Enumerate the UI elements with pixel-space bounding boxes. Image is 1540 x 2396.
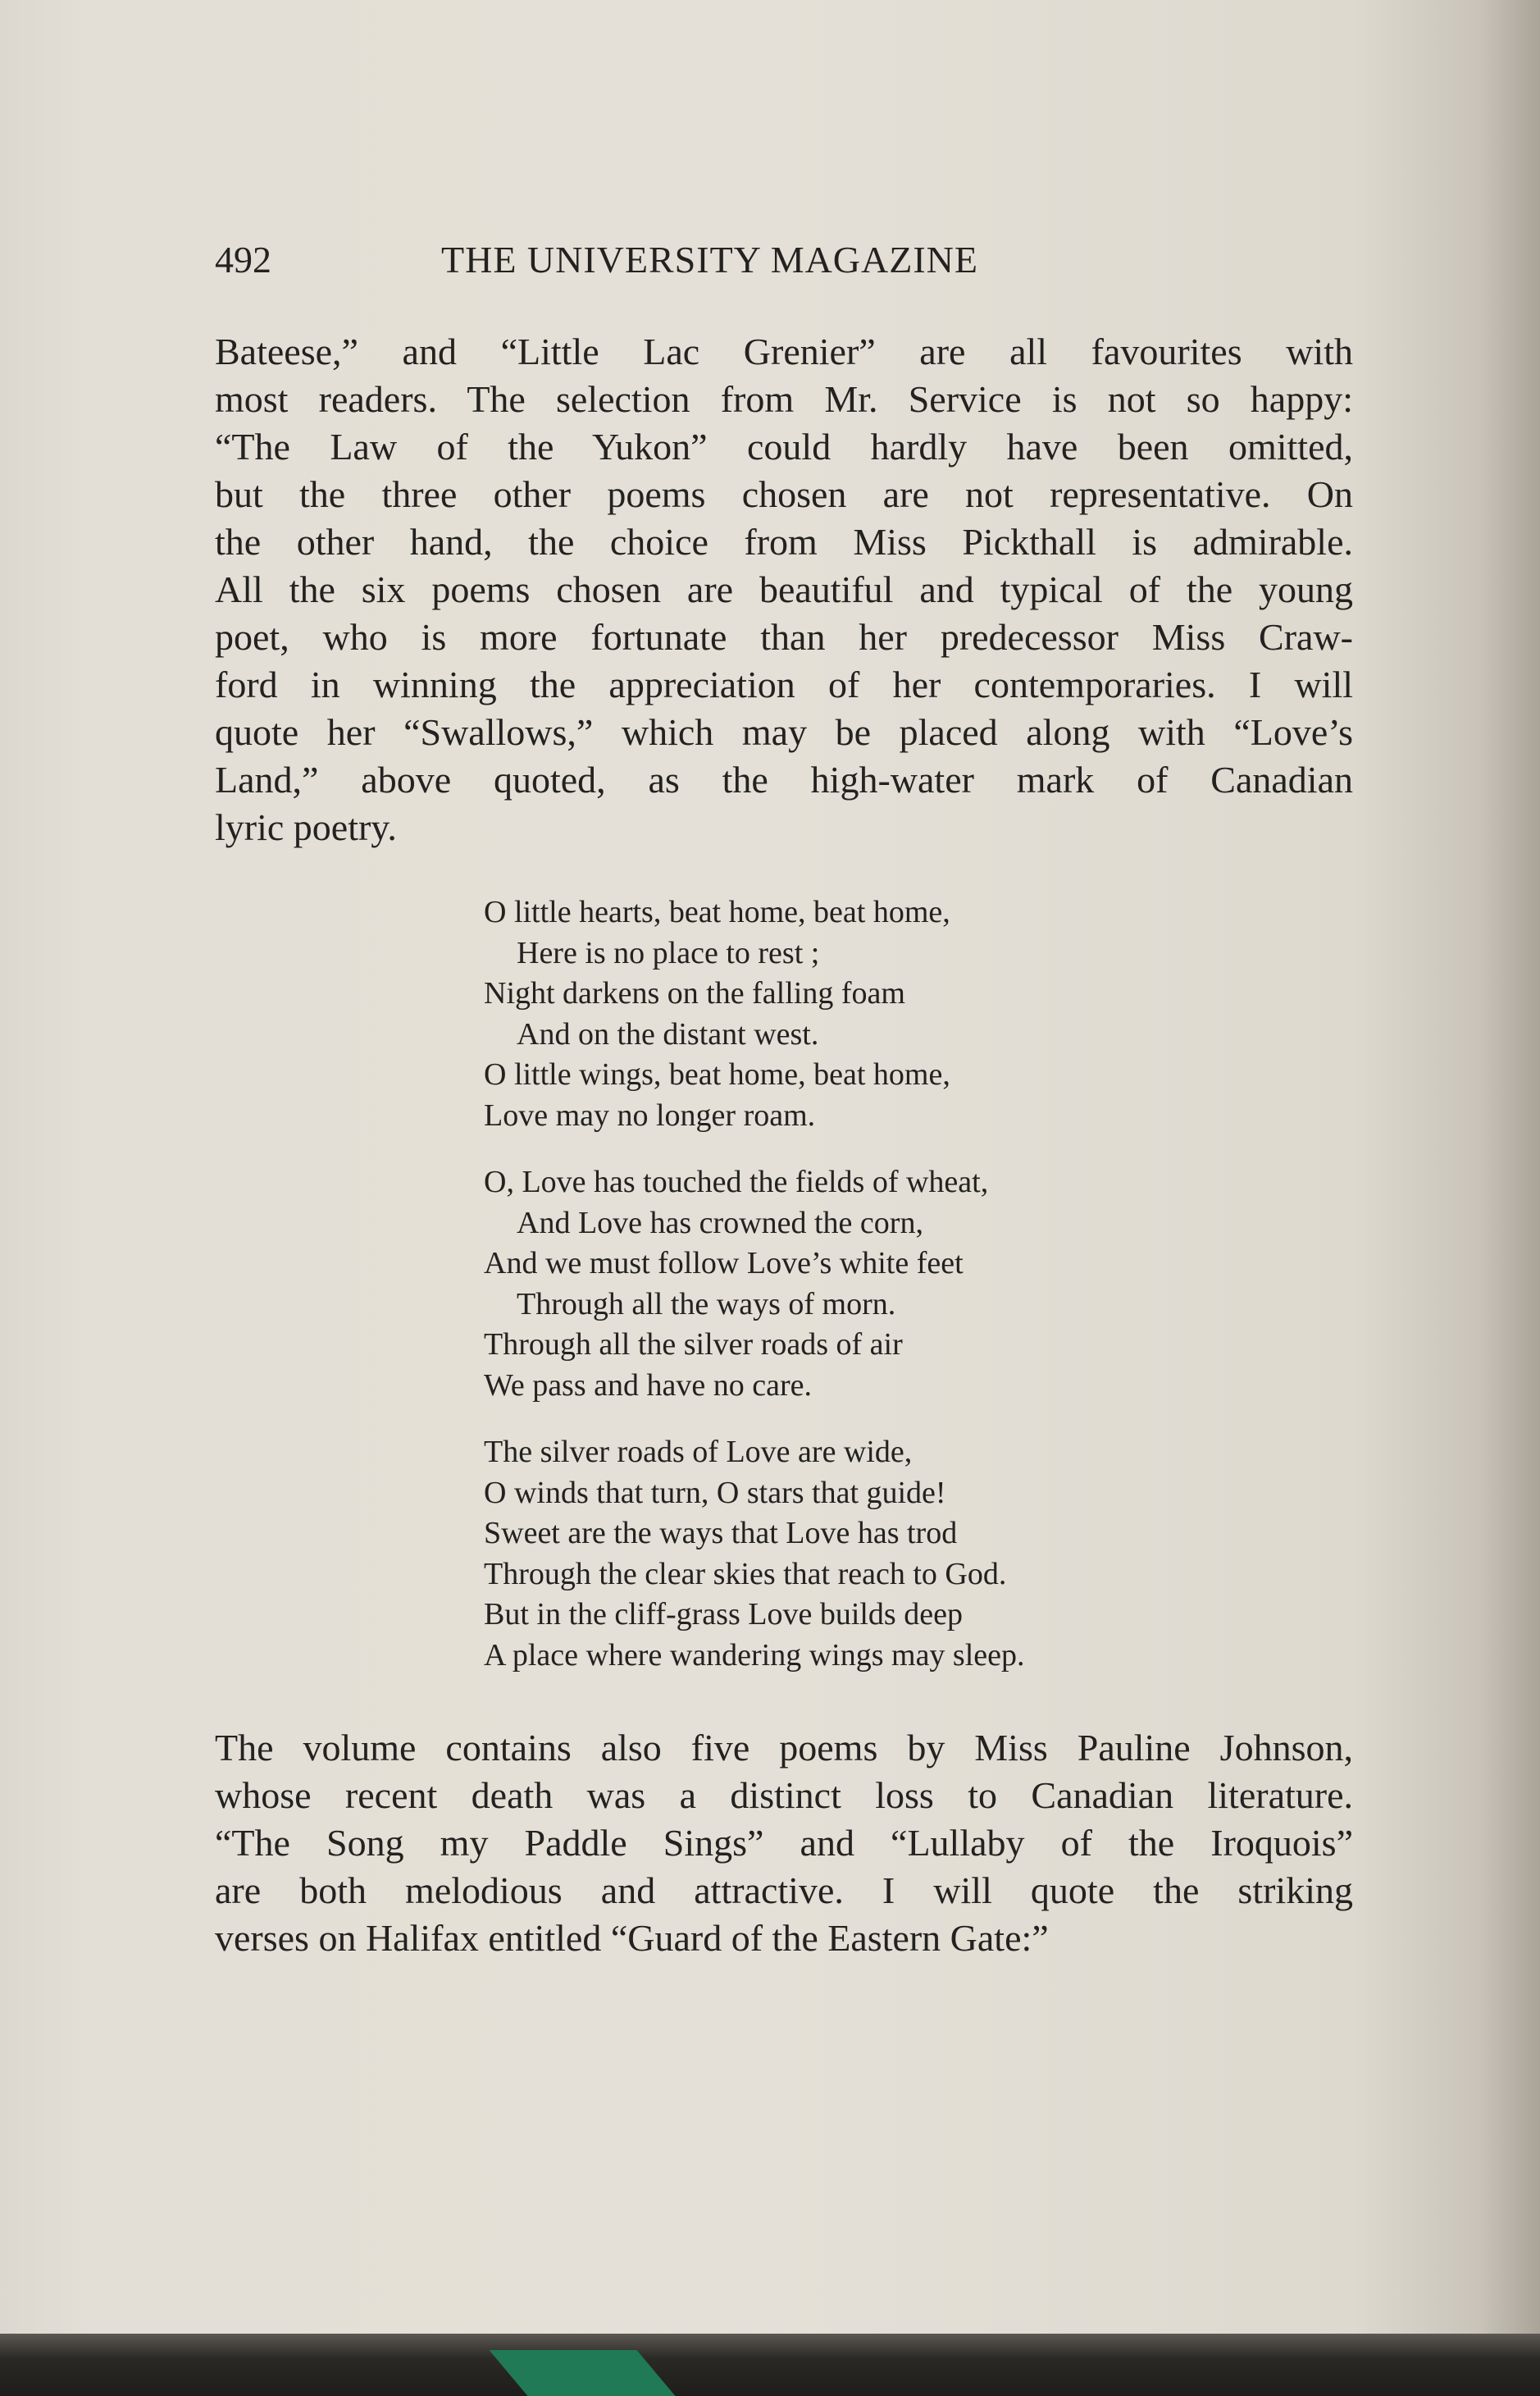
book-bottom-edge bbox=[0, 2334, 1540, 2396]
verse-line: But in the cliff-grass Love builds deep bbox=[484, 1597, 963, 1632]
text-line: most readers. The selection from Mr. Service is not so happy: bbox=[215, 378, 1353, 420]
text-line: the other hand, the choice from Miss Pickthall is admirable. bbox=[215, 521, 1353, 563]
verse-line: Through the clear skies that reach to God. bbox=[484, 1556, 1007, 1591]
text-line: are both melodious and attractive. I will quote the striking bbox=[215, 1869, 1353, 1911]
verse-line: Love may no longer roam. bbox=[484, 1098, 816, 1133]
verse-line: A place where wandering wings may sleep. bbox=[484, 1637, 1025, 1673]
text-line: The volume contains also five poems by Miss Pauline Johnson, bbox=[215, 1727, 1353, 1768]
paragraph-johnson bbox=[215, 1724, 1353, 1962]
verse-line: O, Love has touched the fields of wheat, bbox=[484, 1165, 989, 1199]
page-number: 492 bbox=[215, 239, 271, 281]
text-line: “The Song my Paddle Sings” and “Lullaby of the Iroquois” bbox=[215, 1822, 1353, 1864]
text-line: Bateese,” and “Little Lac Grenier” are all favourites with bbox=[215, 331, 1353, 372]
page-header bbox=[215, 238, 1363, 287]
verse-line: O winds that turn, O stars that guide! bbox=[484, 1475, 946, 1510]
verse-line: Through all the silver roads of air bbox=[484, 1327, 903, 1362]
text-line: “The Law of the Yukon” could hardly have been omitted, bbox=[215, 426, 1353, 468]
text-line: poet, who is more fortunate than her predecessor Miss Craw- bbox=[215, 616, 1353, 658]
verse-line: Through all the ways of morn. bbox=[517, 1286, 896, 1321]
text-line: Land,” above quoted, as the high-water mark of Canadian bbox=[215, 759, 1353, 801]
poem-stanza-3 bbox=[484, 1432, 1222, 1676]
verse-line: O little wings, beat home, beat home, bbox=[484, 1057, 950, 1092]
verse-line: Night darkens on the falling foam bbox=[484, 976, 905, 1011]
verse-line: Sweet are the ways that Love has trod bbox=[484, 1516, 958, 1550]
paragraph-intro bbox=[215, 328, 1353, 851]
text-line: quote her “Swallows,” which may be placed along with “Love’s bbox=[215, 711, 1353, 753]
poem-stanza-1 bbox=[484, 892, 1222, 1136]
verse-line: Here is no place to rest ; bbox=[517, 935, 820, 970]
verse-line: And on the distant west. bbox=[517, 1016, 819, 1052]
verse-line: And we must follow Love’s white feet bbox=[484, 1246, 964, 1280]
text-line: whose recent death was a distinct loss to Canadian literature. bbox=[215, 1774, 1353, 1816]
text-line: ford in winning the appreciation of her contemporaries. I will bbox=[215, 664, 1353, 705]
text-line: verses on Halifax entitled “Guard of the Eastern Gate:” bbox=[215, 1917, 1049, 1959]
running-title: THE UNIVERSITY MAGAZINE bbox=[441, 239, 978, 281]
poem-stanza-2 bbox=[484, 1162, 1222, 1406]
text-line: All the six poems chosen are beautiful and typical of the young bbox=[215, 568, 1353, 610]
text-line: but the three other poems chosen are not representative. On bbox=[215, 473, 1353, 515]
poem-swallows bbox=[484, 892, 1222, 1702]
verse-line: And Love has crowned the corn, bbox=[517, 1205, 923, 1240]
text-line: lyric poetry. bbox=[215, 806, 397, 848]
verse-line: The silver roads of Love are wide, bbox=[484, 1435, 913, 1469]
verse-line: O little hearts, beat home, beat home, bbox=[484, 895, 950, 929]
verse-line: We pass and have no care. bbox=[484, 1367, 812, 1403]
